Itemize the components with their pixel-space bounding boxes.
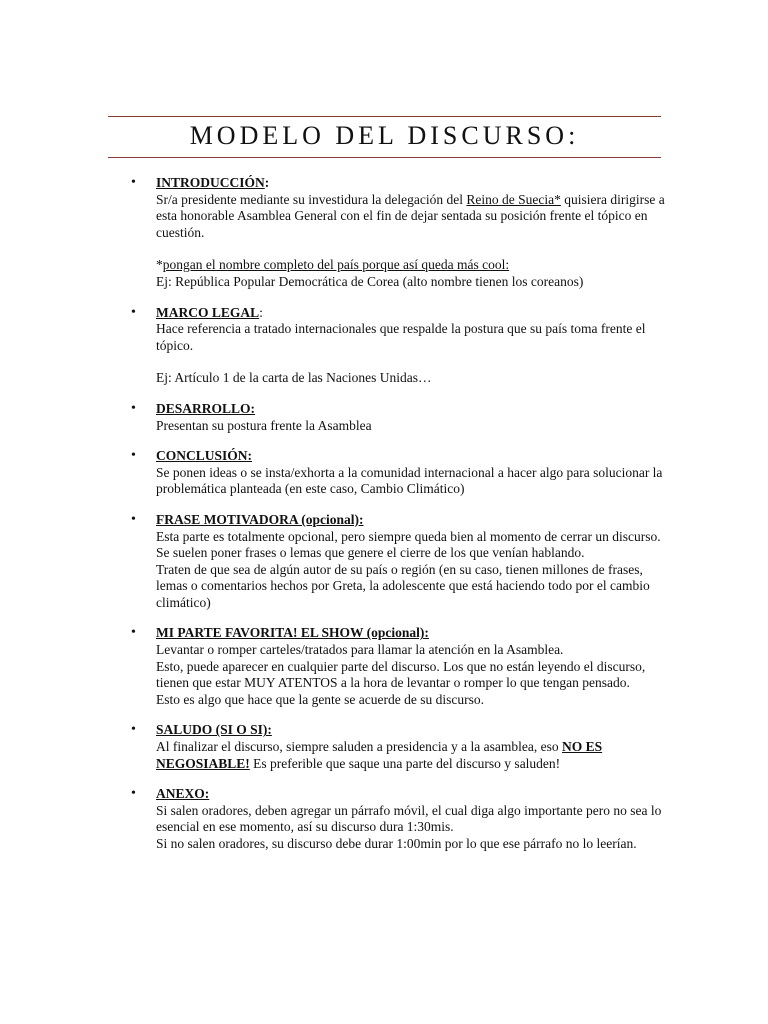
- section-marco-legal: • MARCO LEGAL: Hace referencia a tratado internacionales que respalde la postura que su país toma frente el tópico. Ej: Artículo 1 de la carta de las Naciones Unidas…: [0, 305, 768, 387]
- section-text: Levantar o romper carteles/tratados para llamar la atención en la Asamblea.: [156, 642, 564, 658]
- section-text: Sr/a presidente mediante su investidura la delegación del Reino de Suecia* quisiera dirigirse a esta honorable Asamblea General con el fin de dejar sentada su posición frente el tópico en cuestión.: [156, 191, 665, 240]
- section-text: Esto es algo que hace que la gente se acuerde de su discurso.: [156, 691, 485, 707]
- section-text: Si salen oradores, deben agregar un párrafo móvil, el cual diga algo importante pero no sea lo esencial en ese momento, así su discurso dura 1:30mis.: [156, 802, 662, 835]
- section-text: Se ponen ideas o se insta/exhorta a la comunidad internacional a hacer algo para solucionar la problemática planteada (en este caso, Cambio Climático): [156, 464, 663, 497]
- bullet-icon: •: [131, 448, 136, 464]
- title-rule-bottom: [108, 157, 661, 158]
- section-heading: DESARROLLO:: [156, 400, 256, 416]
- section-text: Esta parte es totalmente opcional, pero siempre queda bien al momento de cerrar un discurso.: [156, 528, 661, 544]
- example-line: Ej: Artículo 1 de la carta de las Naciones Unidas…: [156, 370, 432, 386]
- section-heading: MARCO LEGAL: [156, 304, 260, 320]
- bullet-icon: •: [131, 625, 136, 641]
- example-line: Ej: República Popular Democrática de Corea (alto nombre tienen los coreanos): [156, 273, 584, 289]
- document-body: [0, 175, 768, 867]
- section-conclusion: [0, 448, 768, 498]
- section-text: Presentan su postura frente la Asamblea: [156, 417, 372, 433]
- title-rule-top: [108, 116, 661, 117]
- section-text: Esto, puede aparecer en cualquier parte del discurso. Los que no están leyendo el discurso, tienen que estar MUY ATENTOS a la hora de levantar o romper lo que tengan pensado.: [156, 658, 646, 691]
- section-heading: INTRODUCCIÓN: [156, 175, 265, 190]
- section-heading: SALUDO (SI O SI):: [156, 722, 272, 738]
- emphasis-text: NO ES NEGOSIABLE!: [156, 739, 603, 771]
- section-el-show: [0, 625, 768, 708]
- bullet-icon: •: [131, 400, 136, 416]
- country-name: Reino de Suecia*: [466, 191, 561, 207]
- bullet-icon: •: [131, 175, 136, 190]
- section-text: Si no salen oradores, su discurso debe durar 1:00min por lo que ese párrafo no lo leerían.: [156, 836, 637, 851]
- section-text: Se suelen poner frases o lemas que genere el cierre de los que venían hablando.: [156, 545, 585, 561]
- section-introduccion: • INTRODUCCIÓN: Sr/a presidente mediante su investidura la delegación del Reino de Suecia* quisiera dirigirse a esta honorable Asamblea General con el fin de dejar sentada su posición frente el tópico en cuestión. *pongan el nombre completo del país porque así queda más cool: Ej: República Popular Democrática de Corea (alto nombre tienen los coreanos): [0, 175, 768, 291]
- page-title: MODELO DEL DISCURSO:: [189, 121, 580, 150]
- section-heading: ANEXO:: [156, 786, 210, 802]
- bullet-icon: •: [131, 304, 136, 320]
- section-desarrollo: [0, 401, 768, 434]
- bullet-icon: •: [131, 786, 136, 802]
- section-saludo: [0, 722, 768, 772]
- section-text: Traten de que sea de algún autor de su país o región (en su caso, tienen millones de frases, lemas o comentarios hechos por Greta, la adolescente que está haciendo todo por el cambio climático): [156, 561, 650, 610]
- section-heading: FRASE MOTIVADORA (opcional):: [156, 511, 364, 527]
- bullet-icon: •: [131, 511, 136, 527]
- section-text: Al finalizar el discurso, siempre saluden a presidencia y a la asamblea, eso NO ES NEGOSIABLE! Es preferible que saque una parte del discurso y saluden!: [156, 739, 603, 771]
- note-line: *pongan el nombre completo del país porque así queda más cool:: [156, 257, 510, 273]
- section-heading: CONCLUSIÓN:: [156, 448, 253, 464]
- section-frase-motivadora: [0, 512, 768, 612]
- section-anexo: [0, 786, 768, 852]
- section-heading: MI PARTE FAVORITA! EL SHOW (opcional):: [156, 625, 429, 641]
- bullet-icon: •: [131, 722, 136, 738]
- section-text: Hace referencia a tratado internacionales que respalde la postura que su país toma frente el tópico.: [156, 321, 646, 353]
